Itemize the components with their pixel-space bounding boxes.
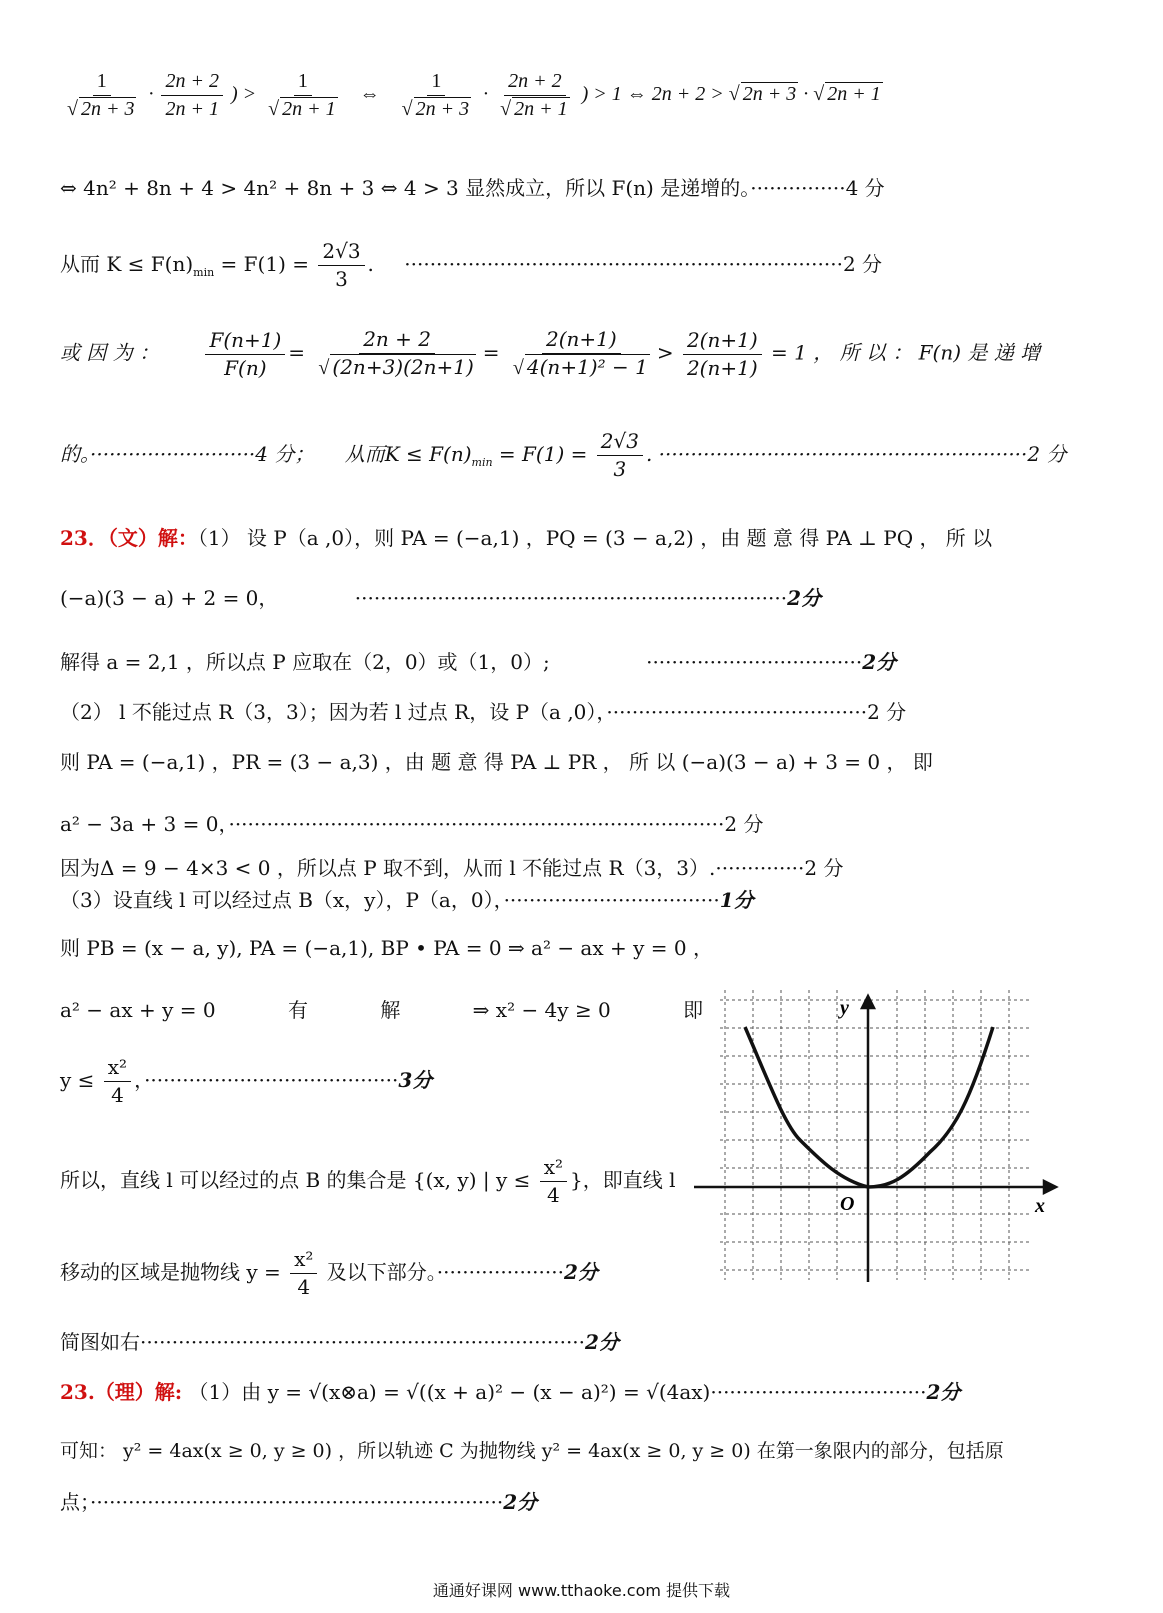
q23-arts-solution-1	[60, 646, 1088, 675]
score-label: 3分	[398, 1068, 433, 1092]
q23-arts-part2-vectors	[60, 746, 1088, 775]
q23-science-part1	[60, 1376, 1088, 1405]
q23-arts-sketch-note	[60, 1326, 619, 1355]
y-axis-label: y	[840, 997, 849, 1019]
q23-arts-conclusion-2	[60, 852, 1088, 881]
q23-arts-part2	[60, 696, 1088, 725]
fraction: $\frac{2√3}{3}$	[597, 430, 643, 481]
fraction: 2(n+1) √ 4(n+1)² − 1	[509, 328, 654, 380]
statement-text: = 1 ， 所 以 ：	[771, 340, 913, 365]
statement-text: 移动的区域是抛物线 y =	[60, 1260, 281, 1284]
grid-lines	[720, 990, 1030, 1280]
score-label: 2分	[926, 1380, 961, 1404]
dot-operator: ·	[148, 83, 154, 106]
equation-text: y ≤	[60, 1068, 95, 1092]
leader-dots: ·········································	[606, 700, 868, 724]
operator: ) > 1 ⇔ 2n + 2 >	[581, 83, 724, 106]
statement-text: 从而K ≤ F(n)	[344, 442, 472, 466]
score-label: 2分	[563, 1260, 598, 1284]
score-label: 2 分	[867, 700, 907, 724]
period: .	[367, 252, 374, 276]
fraction: $\frac{\text{x²}}{4}$	[540, 1156, 567, 1207]
conclusion-line-1	[60, 240, 1088, 291]
fraction: 2n + 2 √ (2n+3)(2n+1)	[314, 328, 479, 380]
q23-arts-equation-2	[60, 808, 1088, 837]
comma: ，	[134, 1068, 145, 1092]
statement-text: （3）设直线 l 可以经过点 B（x，y），P（a，0），	[60, 888, 504, 912]
score-label: 2分	[862, 650, 897, 674]
fraction: $\frac{2√3}{3}$	[318, 240, 364, 291]
fraction: 1 √ 2n + 3	[398, 70, 475, 121]
score-label: 2 分	[724, 812, 764, 836]
leader-dots: ··························································	[658, 442, 1028, 466]
fraction: $\frac{\text{x²}}{4}$	[290, 1248, 317, 1299]
leader-dots: ·································································	[90, 1490, 504, 1514]
fraction: $\frac{2(n+1)}{2(n+1)}$	[683, 329, 762, 380]
score-label: 1分	[719, 888, 754, 912]
leader-dots: ··························	[90, 442, 256, 466]
score-label: 2 分	[842, 252, 883, 276]
leader-dots: ······································································	[140, 1330, 586, 1354]
score-label: 2 分	[804, 856, 844, 880]
score-label: 2 分	[1027, 442, 1067, 466]
statement-text: 则 PB = (x − a, y), PA = (−a,1), BP • PA = 0 ⇒ a² − ax + y = 0 ，	[60, 936, 713, 960]
period: .	[645, 442, 653, 466]
leader-dots: ··································	[503, 888, 720, 912]
leader-dots: ··································	[646, 650, 863, 674]
q23-science-statement	[60, 1436, 1088, 1463]
score-label: 2分	[585, 1330, 619, 1354]
score-label: 2分	[787, 586, 822, 610]
page-footer: 通通好课网 www.tthaoke.com 提供下载	[432, 1581, 731, 1600]
fraction: $\frac{F(n+1)}{F(n)}$	[205, 329, 285, 380]
q23-arts-equation-1	[60, 582, 1088, 611]
fraction: $\frac{2n + 2}{2n + 1}$	[161, 70, 223, 121]
q23-arts-part3-vectors	[60, 932, 1088, 961]
q23-science-statement-end	[60, 1486, 1088, 1515]
statement-text: ⇔ 4n² + 8n + 4 > 4n² + 8n + 3 ⇔ 4 > 3 显然成立，所以 F(n) 是递增的。	[60, 176, 751, 200]
q23-arts-region-inequality	[60, 1056, 432, 1107]
statement-text: 所以，直线 l 可以经过的点 B 的集合是 {(x, y) | y ≤	[60, 1168, 531, 1192]
fraction: 2n + 2 √ 2n + 1	[496, 70, 573, 121]
fraction: $\frac{\text{x²}}{4}$	[104, 1056, 131, 1107]
leader-dots: ····································································	[354, 586, 788, 610]
leader-dots: ···············	[750, 176, 846, 200]
statement-text: 则 PA = (−a,1) ，PR = (3 − a,3) ，由 题 意 得 PA ⊥ PR ， 所 以 (−a)(3 − a) + 3 = 0 ， 即	[60, 750, 933, 774]
leader-dots: ··············	[715, 856, 805, 880]
question-label: 23．（文）解：	[60, 526, 198, 550]
x-axis-label: x	[1035, 1195, 1045, 1217]
statement-text: = F(1) =	[214, 252, 309, 276]
alternative-proof-line: 或 因 为 ： $\frac{F(n+1)}{F(n)}$ = 2n + 2 √ (2n+3)(2n+1) = 2(n+1) √ 4(n+1)² − 1 > $\frac{2(n+1)}{2(n+1)}$ = 1 ， 所 以 ： F(n) 是 递 增	[60, 328, 1088, 380]
fraction: 1 √ 2n + 3	[63, 70, 140, 121]
score-label: 2分	[503, 1490, 538, 1514]
sqrt-symbol	[729, 83, 740, 105]
statement-text: 及以下部分。	[320, 1260, 437, 1284]
statement-text: }，即直线 l	[570, 1168, 676, 1192]
statement-text: 可知： y² = 4ax(x ≥ 0, y ≥ 0) ，所以轨迹 C 为抛物线 y² = 4ax(x ≥ 0, y ≥ 0) 在第一象限内的部分，包括原	[60, 1440, 1004, 1462]
statement-text: F(n) 是 递 增	[918, 340, 1041, 365]
equation-text: （1）由 y = √(x⊗a) = √((x + a)² − (x − a)²) = √(4ax)	[188, 1380, 711, 1404]
q23-arts-region-statement	[60, 1248, 598, 1299]
leader-dots: ········································	[144, 1068, 399, 1092]
equation-text: a² − 3a + 3 = 0，	[60, 812, 229, 836]
subscript: min	[471, 456, 493, 469]
statement-text: 从而 K ≤ F(n)	[60, 252, 194, 276]
statement-text: （1） 设 P（a ,0），则 PA = (−a,1) ，PQ = (3 − a,2) ，由 题 意 得 PA ⊥ PQ ， 所 以	[197, 526, 993, 550]
operator: ) >	[230, 83, 257, 106]
q23-arts-part3-solve	[60, 994, 704, 1023]
statement-text: 或 因 为 ：	[60, 340, 160, 365]
inequality-line-1: 1 √ 2n + 3 · $\frac{2n + 2}{2n + 1}$ ) > 1 √ 2n + 1 ⇔ 1 √ 2n + 3 · 2n + 2 √ 2n + 1 ) > 1 ⇔ 2n + 2 > √ 2n + 3 · √ 2n + 1	[60, 70, 1088, 121]
q23-arts-part3	[60, 884, 1088, 913]
equation-text: a² − ax + y = 0	[60, 998, 216, 1022]
statement-text: 即	[683, 998, 704, 1022]
statement-text: 解	[380, 998, 401, 1022]
leader-dots: ··································	[710, 1380, 927, 1404]
q23-arts-part1	[60, 522, 1088, 551]
subscript: min	[193, 266, 215, 279]
leader-dots: ·····································································	[404, 252, 843, 276]
statement-text: 简图如右	[60, 1330, 140, 1354]
leader-dots: ··············································································	[228, 812, 725, 836]
iff-symbol: ⇔	[359, 83, 380, 106]
score-label: 4 分	[845, 176, 885, 200]
parabola-sketch	[690, 990, 1060, 1285]
statement-text: 点；	[60, 1490, 90, 1514]
statement-text: （2） l 不能过点 R（3，3）；因为若 l 过点 R，设 P（a ,0），	[60, 700, 607, 724]
score-label: 4 分；	[255, 442, 315, 466]
statement-text: 有	[287, 998, 308, 1022]
equation-text: (−a)(3 − a) + 2 = 0，	[60, 586, 279, 610]
leader-dots: ····················	[436, 1260, 564, 1284]
fraction: 1 √ 2n + 1	[264, 70, 341, 121]
statement-text: = F(1) =	[492, 442, 588, 466]
q23-arts-set-statement	[60, 1156, 676, 1207]
question-label: 23.（理）解:	[60, 1380, 183, 1404]
origin-label: O	[840, 1193, 855, 1215]
equation-text: ⇒ x² − 4y ≥ 0	[472, 998, 611, 1022]
statement-text: 的。	[60, 442, 90, 466]
dot-operator: ·	[803, 83, 809, 106]
sqrt-symbol	[813, 83, 824, 105]
conclusion-line-2	[60, 430, 1088, 481]
inequality-line-2	[60, 172, 1088, 201]
dot-operator: ·	[483, 83, 489, 106]
statement-text: 解得 a = 2,1 ，所以点 P 应取在（2，0）或（1，0）;	[60, 650, 550, 674]
statement-text: 因为Δ = 9 − 4×3 < 0 ，所以点 P 取不到，从而 l 不能过点 R（3，3）.	[60, 856, 716, 880]
